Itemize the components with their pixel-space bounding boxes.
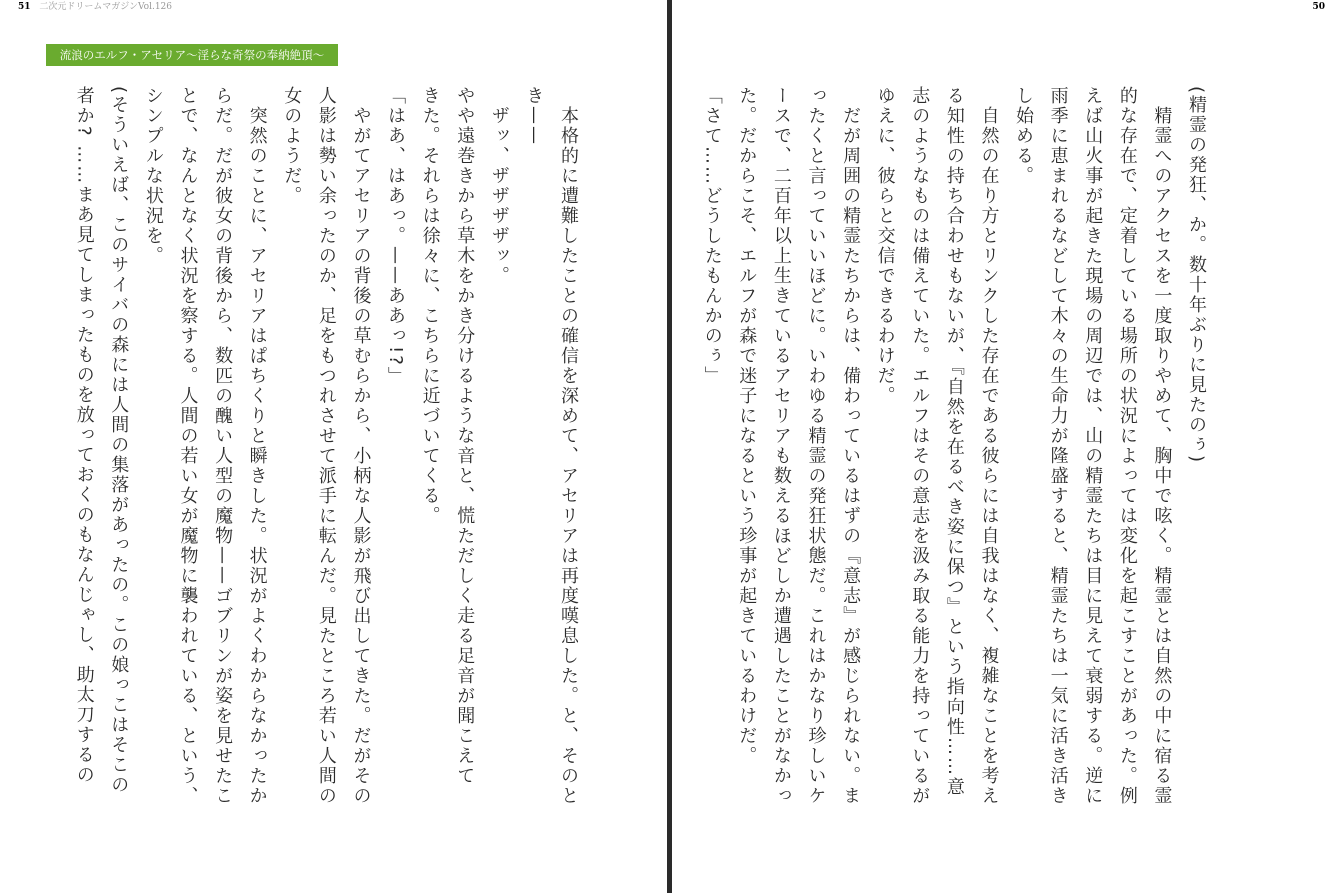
magazine-title: 二次元ドリームマガジンVol.126 [39, 2, 173, 12]
text-line: ザッ、ザザザザッ。 [488, 106, 510, 286]
text-line: 人影は勢い余ったのか、足をもつれさせて派手に転んだ。見たところ若い人間の [315, 86, 337, 806]
text-line: やがてアセリアの背後の草むらから、小柄な人影が飛び出してきた。だがその [350, 106, 372, 806]
text-line: 精霊へのアクセスを一度取りやめて、胸中で呟く。精霊とは自然の中に宿る霊 [1151, 106, 1173, 806]
text-line: 「はあ、はあっ。——ああっ!?」 [385, 86, 407, 387]
text-line: シンプルな状況を。 [142, 86, 164, 266]
text-line: らだ。だが彼女の背後から、数匹の醜い人型の魔物——ゴブリンが姿を見せたこ [212, 86, 234, 806]
text-line: ったくと言っていいほどに。いわゆる精霊の発狂状態だ。これはかなり珍しいケ [805, 86, 827, 806]
right-page-body [694, 86, 1213, 816]
text-line: 女のようだ。 [281, 86, 303, 206]
text-line: た。だからこそ、エルフが森で迷子になるという珍事が起きているわけだ。 [736, 86, 758, 766]
left-page-header [18, 2, 172, 13]
text-line: (精霊の発狂、か。数十年ぶりに見たのぅ) [1186, 86, 1207, 465]
text-line: ゆえに、彼らと交信できるわけだ。 [874, 86, 896, 406]
text-line: やや遠巻きから草木をかき分けるような音と、慌ただしく走る足音が聞こえて [454, 86, 476, 786]
text-line: 「さて……どうしたもんかのぅ」 [701, 86, 723, 386]
left-page-number: 51 [18, 2, 31, 12]
left-page-body [66, 86, 585, 816]
text-line: 突然のことに、アセリアはぱちくりと瞬きした。状況がよくわからなかったか [246, 106, 268, 806]
text-line: 者か? ……まあ見てしまったものを放っておくのもなんじゃし、助太刀するの [73, 86, 95, 786]
text-line: 自然の在り方とリンクした存在である彼らには自我はなく、複雑なことを考え [978, 106, 1000, 806]
text-line: えば山火事が起きた現場の周辺では、山の精霊たちは目に見えて衰弱する。逆に [1082, 86, 1104, 806]
text-line: し始める。 [1013, 86, 1035, 186]
text-line: とで、なんとなく状況を察する。人間の若い女が魔物に襲われている、という、 [177, 86, 199, 806]
right-page [672, 0, 1339, 893]
text-line: 本格的に遭難したことの確信を深めて、アセリアは再度嘆息した。と、そのと [558, 106, 579, 806]
text-line: きた。それらは徐々に、こちらに近づいてくる。 [419, 86, 441, 526]
text-line: 志のようなものは備えていた。エルフはその意志を汲み取る能力を持っているが [909, 86, 931, 806]
text-line: だが周囲の精霊たちからは、備わっているはずの『意志』が感じられない。ま [840, 106, 862, 806]
text-line: る知性の持ち合わせもないが、『自然を在るべき姿に保つ』という指向性……意 [943, 86, 965, 797]
text-line: 的な存在で、定着している場所の状況によっては変化を起こすことがあった。例 [1116, 86, 1138, 806]
text-line: ースで、二百年以上生きているアセリアも数えるほどしか遭遇したことがなかっ [770, 86, 792, 806]
text-line: 雨季に恵まれるなどして木々の生命力が隆盛すると、精霊たちは一気に活き活き [1047, 86, 1069, 806]
series-title-banner: 流浪のエルフ・アセリア〜淫らな奇祭の奉納絶頂〜 [46, 44, 338, 66]
text-line: (そういえば、このサイバの森には人間の集落があったの。この娘っこはそこの [108, 86, 130, 796]
text-line: き—— [523, 86, 545, 146]
left-page [0, 0, 667, 893]
right-page-number: 50 [1312, 2, 1325, 12]
